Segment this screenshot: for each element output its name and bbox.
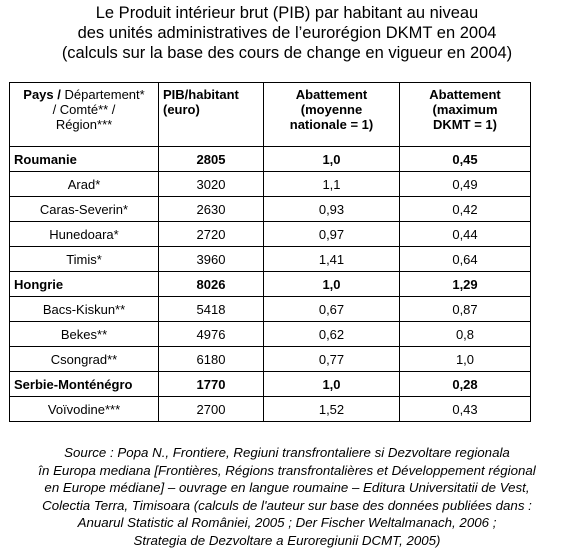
document-title xyxy=(0,3,574,63)
header-col1-line2: (euro) xyxy=(163,102,200,117)
table-row xyxy=(10,322,531,347)
title-line-2: des unités administratives de l’eurorégion DKMT en 2004 xyxy=(77,24,497,42)
row-national-ratio: 1,0 xyxy=(264,272,400,297)
row-pib: 2630 xyxy=(159,197,264,222)
row-pib: 2700 xyxy=(159,397,264,422)
header-pib xyxy=(159,83,264,147)
row-dkmt-ratio: 0,42 xyxy=(400,197,531,222)
row-national-ratio: 1,41 xyxy=(264,247,400,272)
row-name: Voïvodine*** xyxy=(10,397,159,422)
row-dkmt-ratio: 0,87 xyxy=(400,297,531,322)
table-row xyxy=(10,347,531,372)
row-national-ratio: 1,0 xyxy=(264,147,400,172)
header-col0-line2: / Comté** / xyxy=(52,102,116,117)
table-row xyxy=(10,247,531,272)
row-pib: 3960 xyxy=(159,247,264,272)
row-pib: 1770 xyxy=(159,372,264,397)
row-dkmt-ratio: 0,28 xyxy=(400,372,531,397)
row-dkmt-ratio: 0,64 xyxy=(400,247,531,272)
row-national-ratio: 0,67 xyxy=(264,297,400,322)
source-line-3: en Europe médiane] – ouvrage en langue roumaine – Editura Universitatii de Vest, xyxy=(44,480,530,495)
header-col3-line2: DKMT = 1) xyxy=(433,117,497,132)
row-name: Bacs-Kiskun** xyxy=(10,297,159,322)
row-national-ratio: 1,1 xyxy=(264,172,400,197)
table-header-row xyxy=(10,83,531,147)
table-row xyxy=(10,147,531,172)
header-national-ratio xyxy=(264,83,400,147)
row-dkmt-ratio: 1,0 xyxy=(400,347,531,372)
table-row xyxy=(10,197,531,222)
header-col0-rest: Département* xyxy=(60,87,145,102)
source-note xyxy=(0,444,574,549)
row-dkmt-ratio: 0,8 xyxy=(400,322,531,347)
row-national-ratio: 0,97 xyxy=(264,222,400,247)
row-national-ratio: 0,77 xyxy=(264,347,400,372)
table-row xyxy=(10,397,531,422)
row-name: Caras-Severin* xyxy=(10,197,159,222)
pib-table xyxy=(9,82,531,422)
row-national-ratio: 0,93 xyxy=(264,197,400,222)
header-col0-bold: Pays / xyxy=(23,87,61,102)
source-line-5: Anuarul Statistic al României, 2005 ; Der Fischer Weltalmanach, 2006 ; xyxy=(77,515,497,530)
row-name: Timis* xyxy=(10,247,159,272)
row-pib: 2805 xyxy=(159,147,264,172)
row-dkmt-ratio: 1,29 xyxy=(400,272,531,297)
title-line-1: Le Produit intérieur brut (PIB) par habitant au niveau xyxy=(95,4,479,22)
row-pib: 2720 xyxy=(159,222,264,247)
row-national-ratio: 0,62 xyxy=(264,322,400,347)
header-col2-line1: Abattement xyxy=(295,87,368,102)
table-row xyxy=(10,372,531,397)
row-name: Hongrie xyxy=(10,272,159,297)
header-col3-line1: Abattement (maximum xyxy=(429,87,501,117)
row-national-ratio: 1,52 xyxy=(264,397,400,422)
row-dkmt-ratio: 0,49 xyxy=(400,172,531,197)
row-name: Bekes** xyxy=(10,322,159,347)
row-pib: 5418 xyxy=(159,297,264,322)
row-pib: 6180 xyxy=(159,347,264,372)
header-col0-line3: Région*** xyxy=(55,117,113,132)
row-dkmt-ratio: 0,43 xyxy=(400,397,531,422)
header-dkmt-ratio xyxy=(400,83,531,147)
row-dkmt-ratio: 0,44 xyxy=(400,222,531,247)
row-name: Roumanie xyxy=(10,147,159,172)
row-name: Serbie-Monténégro xyxy=(10,372,159,397)
header-col2-line2: (moyenne xyxy=(300,102,363,117)
row-pib: 4976 xyxy=(159,322,264,347)
source-line-6: Strategia de Dezvoltare a Euroregiunii DCMT, 2005) xyxy=(133,532,441,548)
row-name: Arad* xyxy=(10,172,159,197)
table-row xyxy=(10,297,531,322)
table-row xyxy=(10,272,531,297)
header-country-region xyxy=(10,83,159,147)
row-dkmt-ratio: 0,45 xyxy=(400,147,531,172)
row-pib: 8026 xyxy=(159,272,264,297)
table-row xyxy=(10,222,531,247)
source-line-2: în Europa mediana [Frontières, Régions transfrontalières et Développement régional xyxy=(38,462,536,478)
source-line-4: Colectia Terra, Timisoara (calculs de l'auteur sur base des données publiées dans : xyxy=(42,497,532,513)
row-name: Hunedoara* xyxy=(10,222,159,247)
source-line-1: Source : Popa N., Frontiere, Regiuni transfrontaliere si Dezvoltare regionala xyxy=(64,445,510,460)
row-national-ratio: 1,0 xyxy=(264,372,400,397)
table-row xyxy=(10,172,531,197)
title-line-3: (calculs sur la base des cours de change en vigueur en 2004) xyxy=(61,44,513,62)
row-name: Csongrad** xyxy=(10,347,159,372)
row-pib: 3020 xyxy=(159,172,264,197)
header-col1-line1: PIB/habitant xyxy=(163,87,239,102)
header-col2-line3: nationale = 1) xyxy=(289,117,374,132)
